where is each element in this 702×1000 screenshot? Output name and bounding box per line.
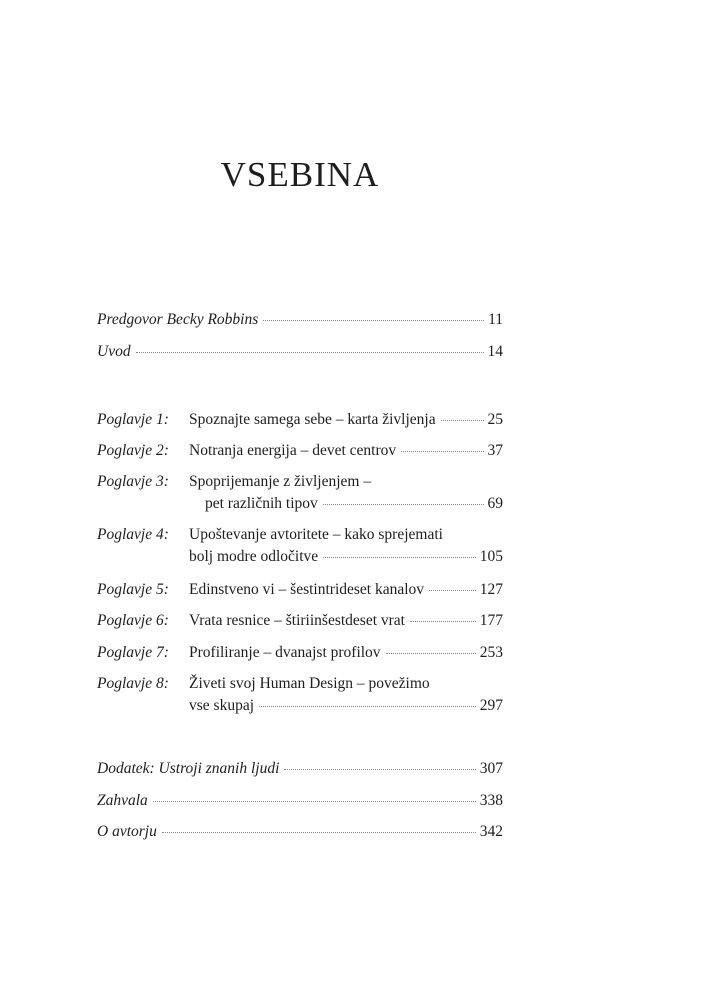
dot-leader	[441, 420, 484, 421]
dot-leader	[386, 653, 476, 654]
dot-leader	[410, 621, 476, 622]
page-number: 25	[487, 411, 503, 428]
toc-entry-chapter-1[interactable]	[189, 410, 503, 430]
dot-leader	[323, 557, 476, 558]
dot-leader	[429, 590, 476, 591]
toc-entry-predgovor[interactable]	[97, 310, 503, 330]
page-number: 177	[479, 612, 503, 629]
dot-leader	[323, 504, 484, 505]
toc-entry-chapter-7[interactable]	[189, 643, 503, 663]
entry-label: Uvod	[97, 343, 131, 360]
dot-leader	[162, 832, 476, 833]
chapter-label: Poglavje 8:	[97, 675, 169, 692]
page-number: 105	[479, 548, 503, 565]
dot-leader	[401, 451, 483, 452]
page-number: 14	[487, 343, 503, 360]
toc-entry-chapter-4[interactable]	[189, 547, 503, 567]
chapter-title-line-2: vse skupaj	[189, 697, 255, 714]
chapter-title: Vrata resnice – štiriinšestdeset vrat	[189, 612, 405, 629]
chapter-title-line-2: bolj modre odločitve	[189, 548, 319, 565]
entry-label: Predgovor Becky Robbins	[97, 311, 259, 328]
chapter-title: Spoznajte samega sebe – karta življenja	[189, 411, 436, 428]
page-number: 127	[479, 581, 503, 598]
page-number: 342	[479, 823, 503, 840]
chapter-title: Profiliranje – dvanajst profilov	[189, 644, 381, 661]
page-number: 307	[479, 760, 503, 777]
toc-entry-dodatek[interactable]	[97, 759, 503, 779]
chapter-label: Poglavje 1:	[97, 411, 169, 428]
chapter-title-line-2: pet različnih tipov	[205, 495, 318, 512]
toc-entry-chapter-5[interactable]	[189, 580, 503, 600]
chapter-label: Poglavje 5:	[97, 581, 169, 598]
chapter-title-line-1: Upoštevanje avtoritete – kako sprejemati	[189, 526, 443, 543]
dot-leader	[284, 769, 475, 770]
dot-leader	[263, 320, 484, 321]
dot-leader	[259, 706, 476, 707]
chapter-label: Poglavje 4:	[97, 526, 169, 543]
page-title: VSEBINA	[220, 155, 380, 194]
chapter-label: Poglavje 7:	[97, 644, 169, 661]
page-number: 11	[488, 311, 503, 328]
toc-entry-chapter-8[interactable]	[189, 696, 503, 716]
page-number: 297	[479, 697, 503, 714]
toc-entry-chapter-2[interactable]	[189, 441, 503, 461]
page-number: 253	[479, 644, 503, 661]
dot-leader	[153, 801, 476, 802]
chapter-title: Notranja energija – devet centrov	[189, 442, 397, 459]
dot-leader	[136, 352, 484, 353]
toc-entry-uvod[interactable]	[97, 342, 503, 362]
toc-entry-chapter-3[interactable]	[205, 494, 503, 514]
chapter-label: Poglavje 6:	[97, 612, 169, 629]
page-number: 69	[487, 495, 503, 512]
chapter-label: Poglavje 2:	[97, 442, 169, 459]
chapter-title-line-1: Živeti svoj Human Design – povežimo	[189, 675, 430, 692]
toc-entry-zahvala[interactable]	[97, 791, 503, 811]
page-number: 37	[487, 442, 503, 459]
page-number: 338	[479, 792, 503, 809]
chapter-title: Edinstveno vi – šestintrideset kanalov	[189, 581, 425, 598]
chapter-title-line-1: Spoprijemanje z življenjem –	[189, 473, 372, 490]
chapter-label: Poglavje 3:	[97, 473, 169, 490]
entry-label: Dodatek: Ustroji znanih ljudi	[97, 760, 280, 777]
toc-entry-o-avtorju[interactable]	[97, 822, 503, 842]
entry-label: O avtorju	[97, 823, 157, 840]
entry-label: Zahvala	[97, 792, 148, 809]
toc-entry-chapter-6[interactable]	[189, 611, 503, 631]
